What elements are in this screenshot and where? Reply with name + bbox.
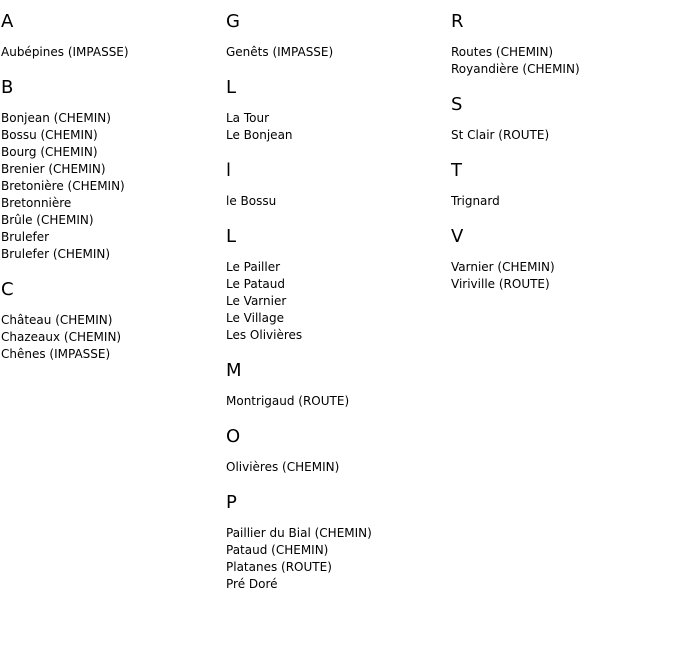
street-item: Les Olivières (226, 328, 303, 342)
letter-group-l-upper (226, 76, 451, 144)
street-item: Olivières (CHEMIN) (226, 460, 340, 474)
street-item: Royandière (CHEMIN) (451, 62, 580, 76)
index-column-3 (451, 10, 675, 308)
letter-group-m (226, 359, 451, 410)
section-letter: T (451, 160, 462, 181)
section-letter: P (226, 492, 237, 513)
street-item: Routes (CHEMIN) (451, 45, 554, 59)
letter-group-t (451, 159, 675, 210)
street-item: Brûle (CHEMIN) (1, 213, 94, 227)
street-item: Brenier (CHEMIN) (1, 162, 106, 176)
street-item: Brulefer (CHEMIN) (1, 247, 111, 261)
section-letter: B (1, 77, 14, 98)
letter-group-p (226, 491, 451, 593)
section-letter: O (226, 426, 241, 447)
letter-group-r (451, 10, 675, 78)
letter-group-o (226, 425, 451, 476)
street-item: Chazeaux (CHEMIN) (1, 330, 122, 344)
street-item: Brulefer (1, 230, 50, 244)
street-item: Bourg (CHEMIN) (1, 145, 98, 159)
letter-group-v (451, 225, 675, 293)
street-item: St Clair (ROUTE) (451, 128, 550, 142)
street-item: Le Varnier (226, 294, 287, 308)
street-item: Bonjean (CHEMIN) (1, 111, 111, 125)
street-item: Le Village (226, 311, 284, 325)
street-list (1, 110, 226, 263)
street-list (226, 525, 451, 593)
section-letter: A (1, 11, 14, 32)
street-list (226, 44, 451, 61)
letter-group-l-second (226, 225, 451, 344)
index-column-1 (1, 10, 226, 378)
street-list (226, 193, 451, 210)
letter-group-s (451, 93, 675, 144)
section-letter: S (451, 94, 463, 115)
street-item: La Tour (226, 111, 270, 125)
street-list (451, 193, 675, 210)
street-item: Pataud (CHEMIN) (226, 543, 329, 557)
street-item: Bossu (CHEMIN) (1, 128, 98, 142)
section-letter: V (451, 226, 464, 247)
street-item: Bretonnière (1, 196, 72, 210)
section-letter: R (451, 11, 464, 32)
letter-group-g (226, 10, 451, 61)
street-list (451, 127, 675, 144)
street-item: Pré Doré (226, 577, 278, 591)
street-item: Château (CHEMIN) (1, 313, 113, 327)
letter-group-c (1, 278, 226, 363)
section-letter: C (1, 279, 14, 300)
street-item: Trignard (451, 194, 500, 208)
letter-group-l-lower (226, 159, 451, 210)
section-letter: L (226, 226, 237, 247)
street-item: Paillier du Bial (CHEMIN) (226, 526, 372, 540)
street-item: Bretonière (CHEMIN) (1, 179, 125, 193)
street-item: Genêts (IMPASSE) (226, 45, 334, 59)
index-column-2 (226, 10, 451, 608)
section-letter: G (226, 11, 240, 32)
street-item: Aubépines (IMPASSE) (1, 45, 129, 59)
section-letter: L (226, 77, 237, 98)
street-item: Platanes (ROUTE) (226, 560, 332, 574)
section-letter: l (226, 160, 232, 181)
street-item: Montrigaud (ROUTE) (226, 394, 350, 408)
street-item: Le Bonjean (226, 128, 293, 142)
street-list (451, 259, 675, 293)
street-item: Le Pataud (226, 277, 286, 291)
street-list (226, 110, 451, 144)
street-list (226, 459, 451, 476)
street-list (226, 393, 451, 410)
street-list (1, 44, 226, 61)
street-list (1, 312, 226, 363)
street-item: Chênes (IMPASSE) (1, 347, 111, 361)
street-item: le Bossu (226, 194, 277, 208)
letter-group-b (1, 76, 226, 263)
street-item: Varnier (CHEMIN) (451, 260, 555, 274)
letter-group-a (1, 10, 226, 61)
street-item: Viriville (ROUTE) (451, 277, 550, 291)
section-letter: M (226, 360, 242, 381)
street-list (226, 259, 451, 344)
street-list (451, 44, 675, 78)
street-item: Le Pailler (226, 260, 281, 274)
